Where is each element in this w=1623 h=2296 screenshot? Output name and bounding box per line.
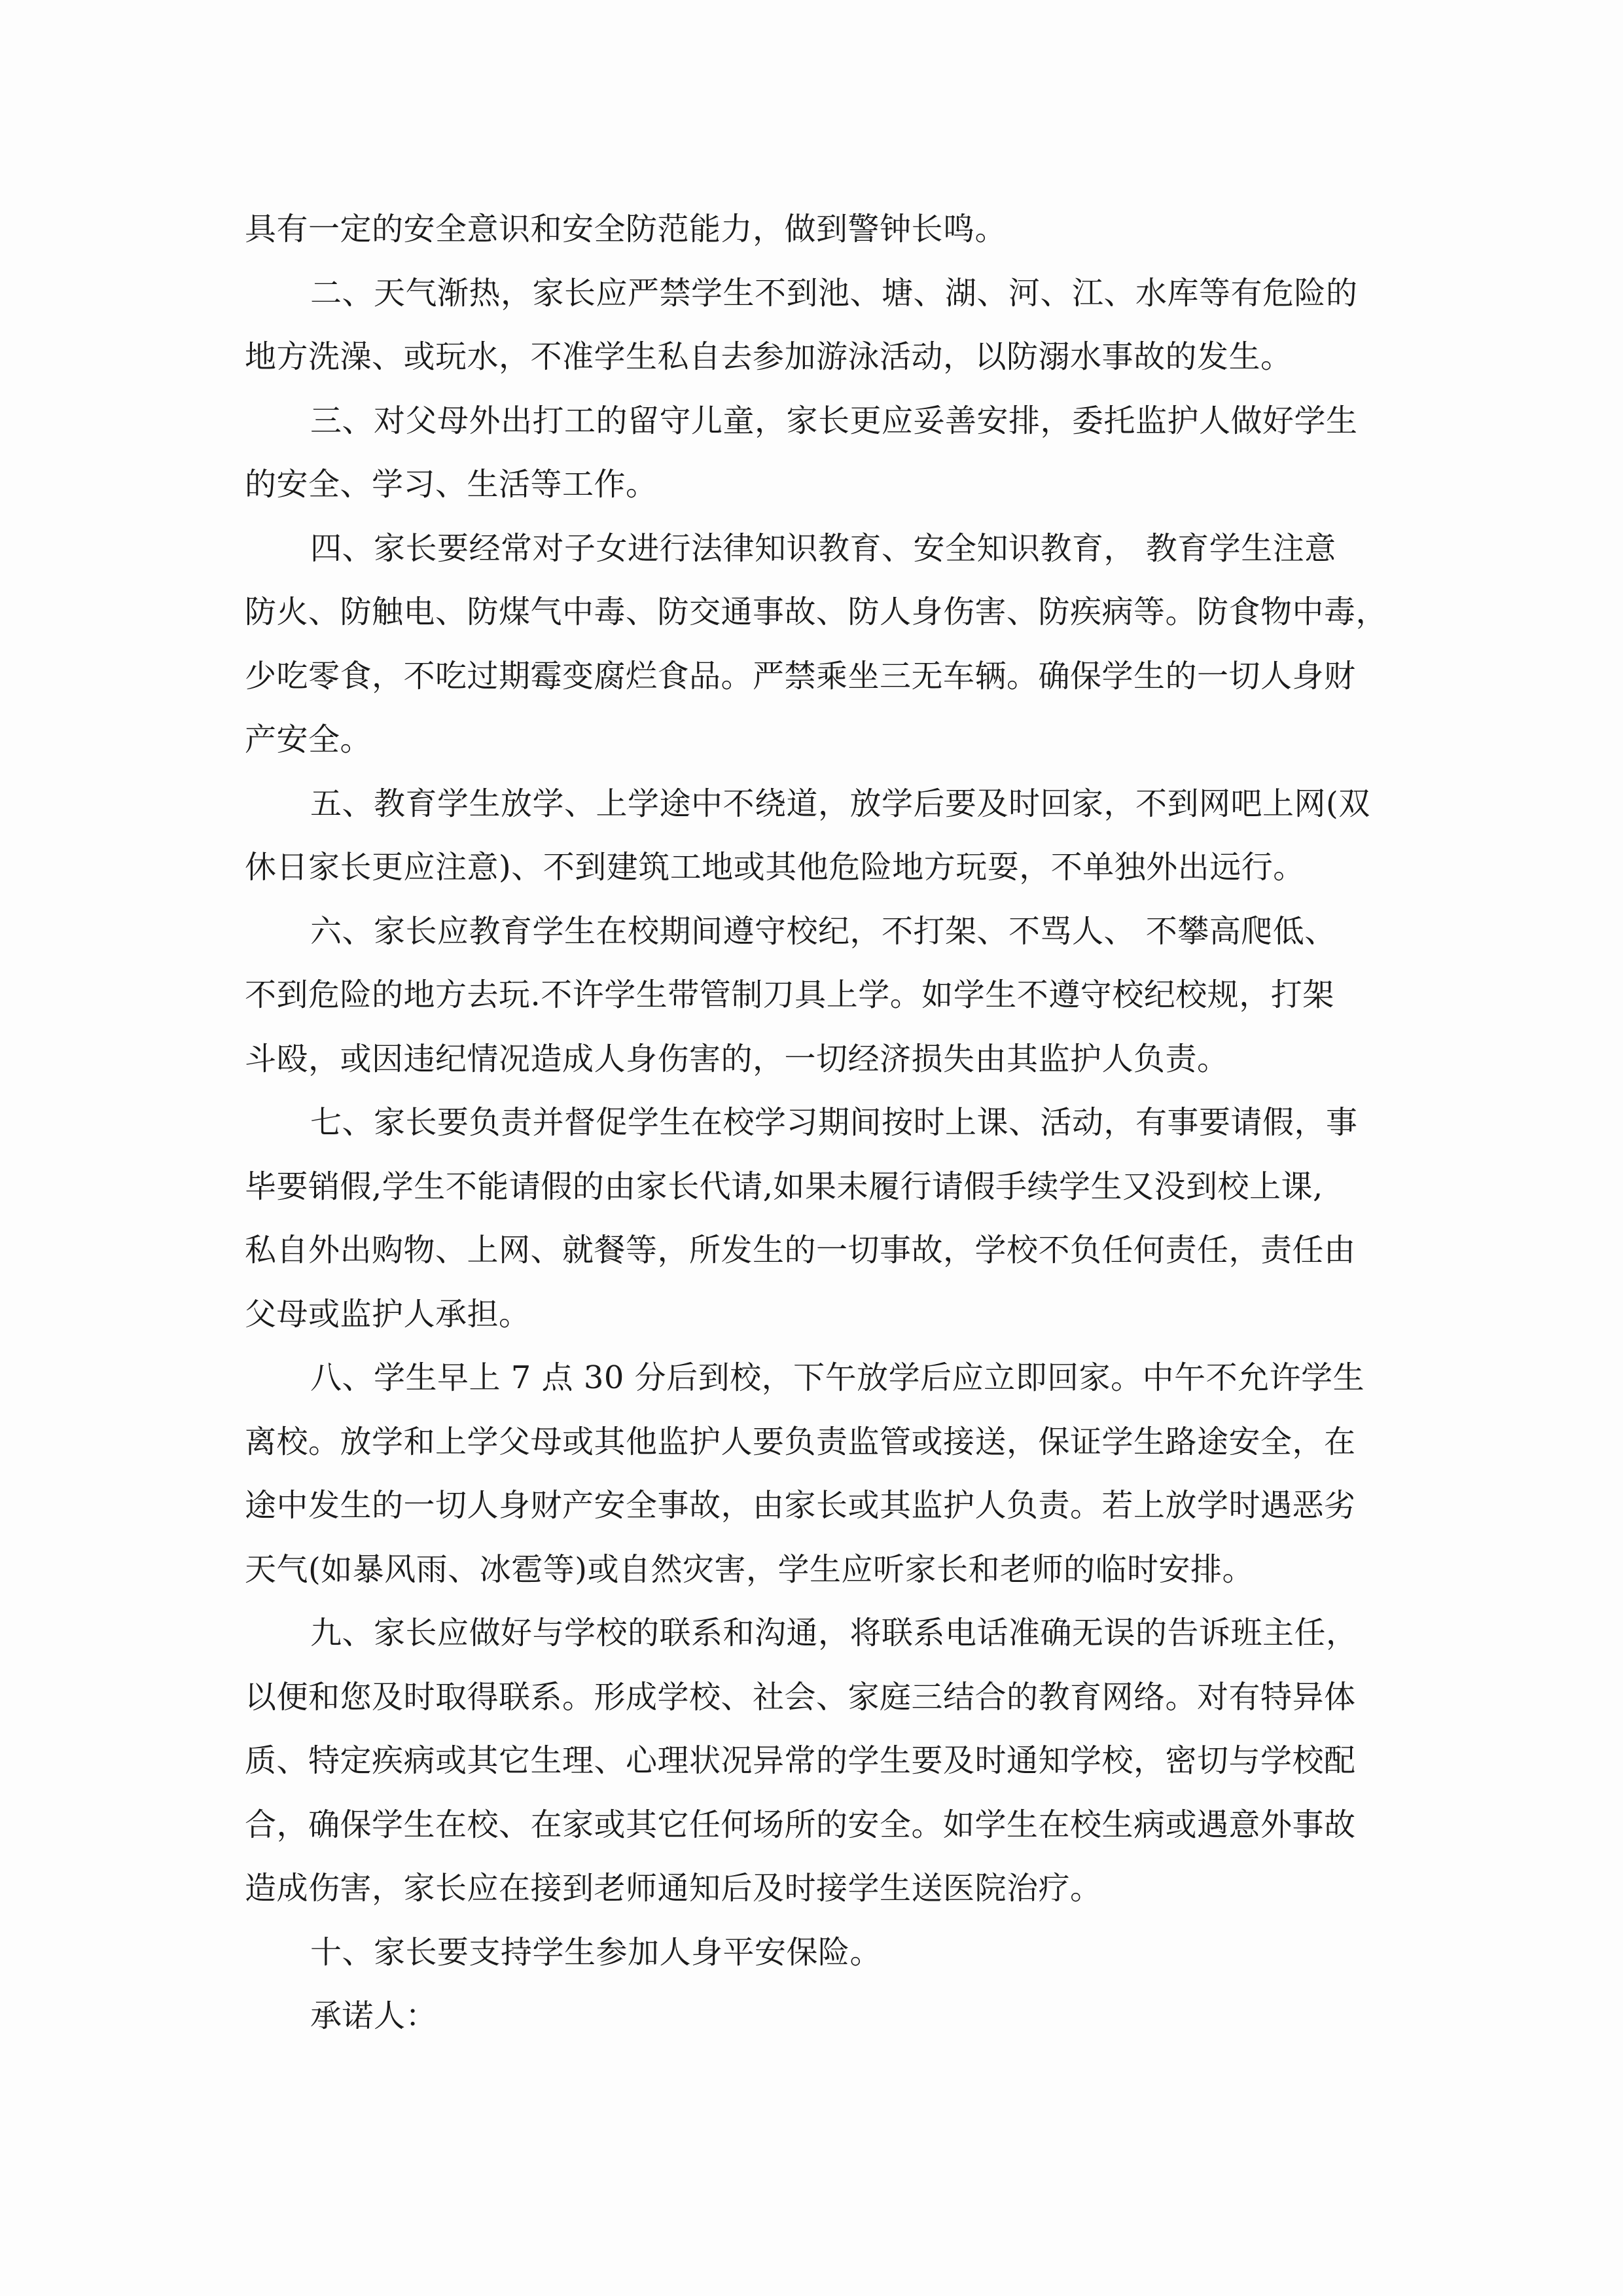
- text-line: 九、家长应做好与学校的联系和沟通，将联系电话准确无误的告诉班主任，: [310, 1615, 1358, 1651]
- text-line: 离校。放学和上学父母或其他监护人要负责监管或接送，保证学生路途安全，在: [245, 1423, 1356, 1460]
- text-line: 途中发生的一切人身财产安全事故，由家长或其监护人负责。若上放学时遇恶劣: [245, 1487, 1356, 1524]
- text-line: 少吃零食，不吃过期霉变腐烂食品。严禁乘坐三无车辆。确保学生的一切人身财: [245, 657, 1356, 694]
- text-line: 防火、防触电、防煤气中毒、防交通事故、防人身伤害、防疾病等。防食物中毒，: [245, 594, 1388, 630]
- text-line: 合，确保学生在校、在家或其它任何场所的安全。如学生在校生病或遇意外事故: [245, 1806, 1356, 1843]
- text-line: 不到危险的地方去玩.不许学生带管制刀具上学。如学生不遵守校纪校规，打架: [245, 977, 1334, 1013]
- text-line: 斗殴，或因违纪情况造成人身伤害的，一切经济损失由其监护人负责。: [245, 1040, 1229, 1077]
- text-line: 四、家长要经常对子女进行法律知识教育、安全知识教育， 教育学生注意: [310, 529, 1336, 567]
- text-line: 六、家长应教育学生在校期间遵守校纪，不打架、不骂人、 不攀高爬低、: [310, 912, 1336, 950]
- text-line: 造成伤害，家长应在接到老师通知后及时接学生送医院治疗。: [245, 1870, 1102, 1907]
- text-line: 十、家长要支持学生参加人身平安保险。: [310, 1933, 882, 1971]
- signatory-label: 承诺人：: [310, 1998, 438, 2034]
- text-line: 以便和您及时取得联系。形成学校、社会、家庭三结合的教育网络。对有特异体: [245, 1678, 1356, 1715]
- text-line: 天气(如暴风雨、冰雹等)或自然灾害，学生应听家长和老师的临时安排。: [245, 1551, 1254, 1588]
- text-line: 产安全。: [245, 721, 372, 758]
- text-line: 私自外出购物、上网、就餐等，所发生的一切事故，学校不负任何责任，责任由: [245, 1232, 1356, 1268]
- text-line: 五、教育学生放学、上学途中不绕道，放学后要及时回家，不到网吧上网(双: [310, 785, 1370, 822]
- text-line: 质、特定疾病或其它生理、心理状况异常的学生要及时通知学校，密切与学校配: [245, 1742, 1356, 1779]
- text-line: 八、学生早上 7 点 30 分后到校，下午放学后应立即回家。中午不允许学生: [310, 1359, 1365, 1396]
- text-line: 具有一定的安全意识和安全防范能力，做到警钟长鸣。: [245, 211, 1007, 247]
- text-line: 地方洗澡、或玩水，不准学生私自去参加游泳活动，以防溺水事故的发生。: [245, 338, 1293, 375]
- text-line: 父母或监护人承担。: [245, 1295, 531, 1333]
- text-line: 二、天气渐热，家长应严禁学生不到池、塘、湖、河、江、水库等有危险的: [310, 274, 1358, 312]
- text-line: 休日家长更应注意)、不到建筑工地或其他危险地方玩耍，不单独外出远行。: [245, 849, 1305, 886]
- document-body: [245, 198, 1388, 2049]
- text-line: 毕要销假,学生不能请假的由家长代请,如果未履行请假手续学生又没到校上课,: [245, 1168, 1323, 1205]
- text-line: 七、家长要负责并督促学生在校学习期间按时上课、活动，有事要请假，事: [310, 1104, 1358, 1141]
- text-line: 三、对父母外出打工的留守儿童，家长更应妥善安排，委托监护人做好学生: [310, 402, 1358, 439]
- text-line: 的安全、学习、生活等工作。: [245, 466, 658, 503]
